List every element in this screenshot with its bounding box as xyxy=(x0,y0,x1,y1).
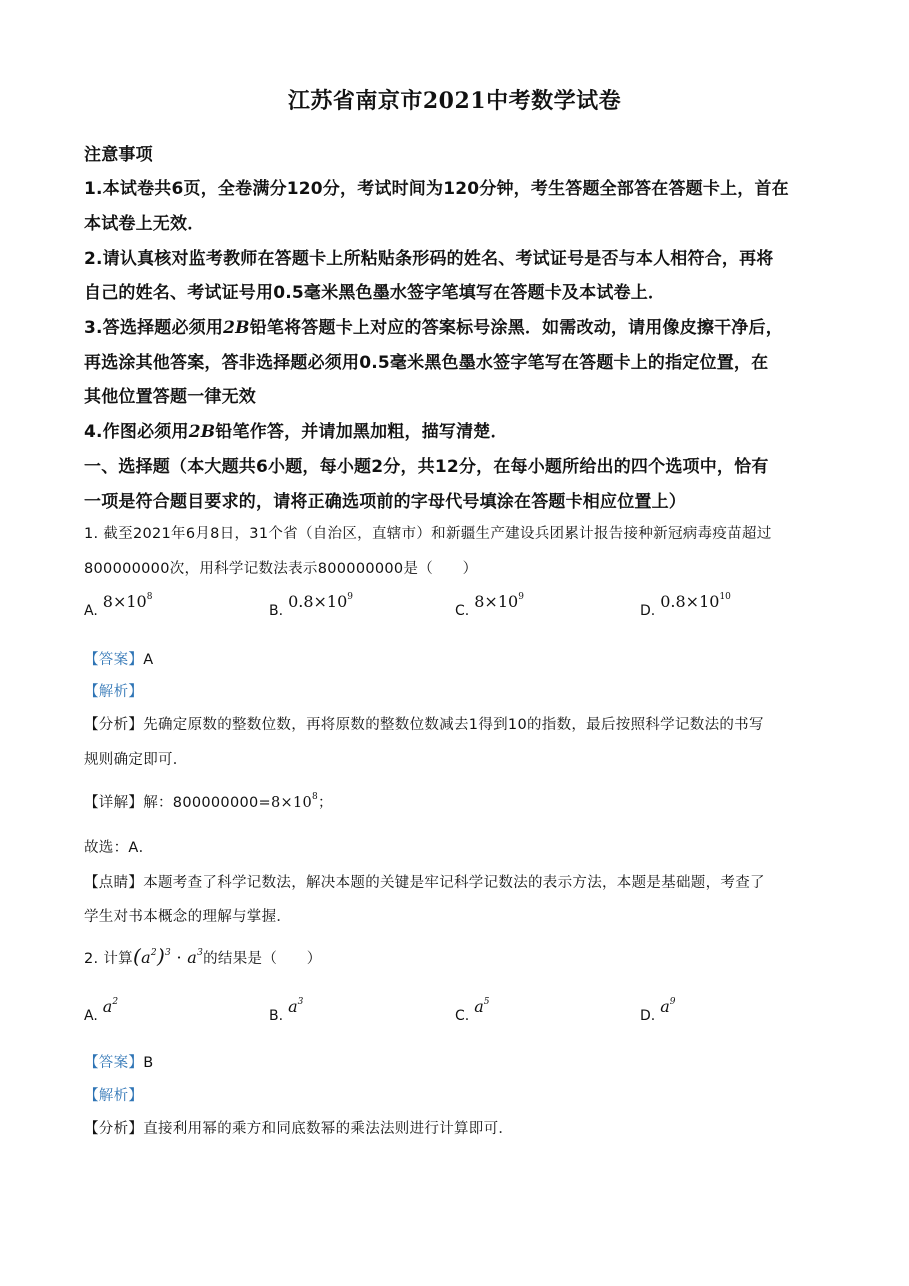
q1-fenxi-line-2: 规则确定即可． xyxy=(84,752,188,768)
q1-detail-exp: 8 xyxy=(312,792,319,802)
q1-option-d-math xyxy=(660,592,731,611)
q1-option-b-exp: 9 xyxy=(347,592,354,602)
q1-option-a-label: A. xyxy=(84,603,98,619)
q1-answer xyxy=(84,648,153,669)
q1-option-b-base: 0.8×10 xyxy=(288,592,348,611)
q1-option-d-label: D. xyxy=(640,603,656,619)
q2-option-c-math xyxy=(474,997,489,1016)
q2-option-d-math xyxy=(660,997,675,1016)
q2-option-c-label: C. xyxy=(455,1008,470,1024)
notice-line-8-a: 4.作图必须用 xyxy=(84,422,189,442)
q1-option-c-exp: 9 xyxy=(518,592,524,602)
q2-answer-value: B xyxy=(143,1055,154,1071)
page-title: 江苏省南京市2021中考数学试卷 xyxy=(287,88,622,114)
q2-option-d-exp: 9 xyxy=(669,997,676,1007)
notice-line-5-a: 3.答选择题必须用 xyxy=(84,318,224,338)
notice-line-4: 自己的姓名、考试证号用0.5毫米黑色墨水签字笔填写在答题卡及本试卷上． xyxy=(84,283,666,303)
q2-option-a-exp: 2 xyxy=(112,997,119,1007)
q2-stem-math xyxy=(132,944,204,968)
notice-line-1: 1.本试卷共6页，全卷满分120分，考试时间为120分钟，考生答题全部答在答题卡上，首在 xyxy=(84,179,789,199)
notice-line-8-c: 铅笔作答，并请加黑加粗，描写清楚． xyxy=(215,422,508,442)
q2-option-a-base: a xyxy=(102,997,113,1016)
q1-option-d-base: 0.8×10 xyxy=(660,592,720,611)
notice-line-3: 2.请认真核对监考教师在答题卡上所粘贴条形码的姓名、考试证号是否与本人相符合，再将 xyxy=(84,249,774,269)
notice-heading: 注意事项 xyxy=(84,145,153,165)
q2-option-b-label: B. xyxy=(269,1008,284,1024)
q1-stem-line-1: 1. 截至2021年6月8日，31个省（自治区，直辖市）和新疆生产建设兵团累计报告接种新冠病毒疫苗超过 xyxy=(84,526,772,542)
q1-option-a-exp: 8 xyxy=(146,592,153,602)
q2-option-a-label: A. xyxy=(84,1008,98,1024)
q2-option-b-base: a xyxy=(288,997,298,1016)
q2-fenxi xyxy=(84,1117,513,1138)
q2-option-b xyxy=(269,997,304,1024)
q2-option-c-exp: 5 xyxy=(483,997,490,1007)
q1-option-c-math xyxy=(474,592,524,611)
q2-option-b-math xyxy=(288,997,303,1016)
q1-dianjing-line-2: 学生对书本概念的理解与掌握． xyxy=(84,909,292,925)
q2-left-paren: ( xyxy=(132,944,142,968)
q1-detail-math xyxy=(270,792,319,811)
q2-stem-suffix: 的结果是（ ） xyxy=(203,951,322,967)
notice-2b-2: 2B xyxy=(188,422,216,442)
q2-option-c xyxy=(455,997,490,1024)
q2-option-d-base: a xyxy=(660,997,670,1016)
q1-option-b-label: B. xyxy=(269,603,284,619)
q1-detail-text: 解：800000000= xyxy=(143,795,271,811)
q2-option-b-exp: 3 xyxy=(297,997,304,1007)
q2-fenxi-text: 直接利用幂的乘方和同底数幂的乘法法则进行计算即可． xyxy=(143,1121,514,1137)
notice-line-8 xyxy=(84,417,508,442)
notice-2b-1: 2B xyxy=(223,318,250,338)
q2-exp-2: 3 xyxy=(165,948,172,958)
notice-line-5-c: 铅笔将答题卡上对应的答案标号涂黑．如需改动，请用像皮擦干净后， xyxy=(249,318,783,338)
q2-option-a xyxy=(84,997,119,1024)
q2-option-c-base: a xyxy=(474,997,484,1016)
section-header-line-2: 一项是符合题目要求的，请将正确选项前的字母代号填涂在答题卡相应位置上） xyxy=(84,492,686,512)
q1-detail xyxy=(84,791,333,812)
q2-dot: · xyxy=(176,948,182,967)
q1-option-d xyxy=(640,592,731,619)
q1-option-b-math xyxy=(288,592,353,611)
notice-line-5 xyxy=(84,313,783,338)
q2-answer-tag: 【答案】 xyxy=(84,1055,144,1071)
q1-option-d-exp: 10 xyxy=(719,592,731,602)
q1-analysis-tag: 【解析】 xyxy=(84,684,144,700)
notice-line-2: 本试卷上无效． xyxy=(84,214,205,234)
q1-fenxi-text-1: 先确定原数的整数位数，再将原数的整数位数减去1得到10的指数，最后按照科学记数法的书写 xyxy=(143,717,764,733)
q1-detail-tag: 【详解】 xyxy=(84,795,144,811)
q2-exp-1: 2 xyxy=(150,948,157,958)
q1-detail-end: ； xyxy=(318,795,333,811)
notice-line-6: 再选涂其他答案，答非选择题必须用0.5毫米黑色墨水签字笔写在答题卡上的指定位置，在 xyxy=(84,353,769,373)
q1-dianjing-text-1: 本题考查了科学记数法，解决本题的关键是牢记科学记数法的表示方法，本题是基础题，考查了 xyxy=(143,875,765,891)
q1-dianjing-line-1 xyxy=(84,871,765,892)
q2-stem xyxy=(84,944,322,968)
section-header-line-1: 一、选择题（本大题共6小题，每小题2分，共12分，在每小题所给出的四个选项中，恰有 xyxy=(84,457,769,477)
q1-answer-value: A xyxy=(143,652,154,668)
q1-stem-line-2: 800000000次，用科学记数法表示800000000是（ ） xyxy=(84,561,478,577)
q2-stem-prefix: 2. 计算 xyxy=(84,951,133,967)
q1-fenxi-line-1 xyxy=(84,713,764,734)
q1-option-c-label: C. xyxy=(455,603,470,619)
q1-option-a-base: 8×10 xyxy=(102,592,147,611)
q2-answer xyxy=(84,1051,153,1072)
q1-option-c xyxy=(455,592,524,619)
q2-exp-3: 3 xyxy=(197,948,204,958)
q1-detail-base: 8×10 xyxy=(270,795,313,811)
q1-dianjing-tag: 【点睛】 xyxy=(84,875,144,891)
q2-option-d xyxy=(640,997,676,1024)
q2-option-a-math xyxy=(103,997,118,1016)
q2-base-a1: a xyxy=(141,948,151,967)
q2-analysis-tag: 【解析】 xyxy=(84,1088,144,1104)
q2-right-paren: ) xyxy=(156,944,166,968)
q1-fenxi-tag: 【分析】 xyxy=(84,717,144,733)
q2-option-d-label: D. xyxy=(640,1008,656,1024)
q2-base-a2: a xyxy=(187,948,198,967)
q2-fenxi-tag: 【分析】 xyxy=(84,1121,144,1137)
q1-answer-tag: 【答案】 xyxy=(84,652,144,668)
q1-choose: 故选：A． xyxy=(84,840,154,856)
q1-option-a xyxy=(84,592,153,619)
q1-option-b xyxy=(269,592,354,619)
q1-option-c-base: 8×10 xyxy=(474,592,519,611)
q1-option-a-math xyxy=(103,592,153,611)
notice-line-7: 其他位置答题一律无效 xyxy=(84,387,256,407)
